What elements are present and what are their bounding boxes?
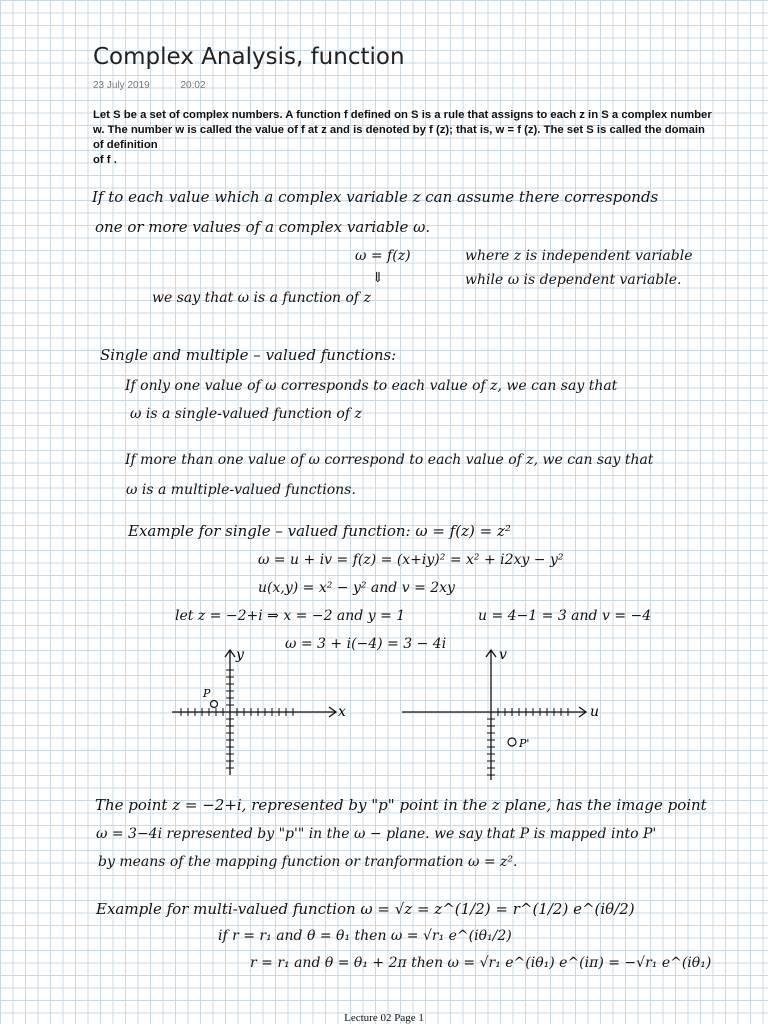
point-p-prime-label: P' (519, 737, 530, 750)
handwritten-formula: let z = −2+i ⇒ x = −2 and y = 1 (175, 608, 406, 624)
u-axis-label: u (590, 704, 600, 720)
handwritten-line: If only one value of ω corresponds to each value of z, we can say that (125, 378, 618, 394)
handwritten-line: we say that ω is a function of z (152, 290, 371, 306)
implies-arrow: ⇓ (372, 270, 384, 286)
handwritten-formula: u(x,y) = x² − y² and v = 2xy (258, 580, 455, 596)
example-heading: Example for single – valued function: ω = f(z) = z² (128, 522, 511, 540)
handwritten-line: If to each value which a complex variable z can assume there corresponds (92, 188, 659, 206)
example-heading: Example for multi-valued function ω = √z = z^(1/2) = r^(1/2) e^(iθ/2) (96, 900, 635, 918)
handwritten-formula: if r = r₁ and θ = θ₁ then ω = √r₁ e^(iθ₁/2) (218, 928, 512, 944)
definition-line: w. The number w is called the value of f at z and is denoted by f (z); that is, w = f (z). The set S is called the domain (93, 124, 705, 136)
y-axis-label: y (236, 647, 244, 663)
graphs-area (0, 645, 768, 785)
definition-paragraph (93, 108, 748, 168)
handwritten-line: ω = 3−4i represented by "p'" in the ω − plane. we say that P is mapped into P' (96, 826, 657, 842)
handwritten-formula: ω = u + iv = f(z) = (x+iy)² = x² + i2xy − y² (258, 552, 564, 568)
note-time: 20:02 (180, 80, 206, 91)
handwritten-line: ω is a single-valued function of z (130, 406, 362, 422)
handwritten-formula: u = 4−1 = 3 and v = −4 (478, 608, 652, 624)
note-date: 23 July 2019 (93, 80, 150, 91)
section-heading: Single and multiple – valued functions: (100, 346, 397, 364)
handwritten-line: ω is a multiple-valued functions. (126, 482, 356, 498)
handwritten-formula: ω = f(z) (355, 248, 411, 264)
handwritten-line: If more than one value of ω correspond to each value of z, we can say that (125, 452, 654, 468)
handwritten-line: one or more values of a complex variable ω. (95, 218, 431, 236)
z-plane-graph (172, 647, 346, 775)
note-metadata (93, 80, 234, 91)
v-axis-label: v (499, 647, 507, 663)
handwritten-line: where z is independent variable (465, 248, 693, 264)
point-p-label: P (203, 687, 211, 700)
page-title: Complex Analysis, function (93, 44, 405, 70)
x-axis-label: x (338, 704, 346, 720)
page-footer: Lecture 02 Page 1 (344, 1012, 424, 1024)
definition-line: of definition (93, 139, 158, 151)
definition-line: Let S be a set of complex numbers. A function f defined on S is a rule that assigns to each z in S a complex number (93, 109, 712, 121)
handwritten-line: The point z = −2+i, represented by "p" point in the z plane, has the image point (95, 796, 707, 814)
handwritten-line: while ω is dependent variable. (465, 272, 682, 288)
handwritten-line: by means of the mapping function or tranformation ω = z². (98, 854, 518, 870)
handwritten-formula: r = r₁ and θ = θ₁ + 2π then ω = √r₁ e^(iθ₁) e^(iπ) = −√r₁ e^(iθ₁) (250, 955, 712, 971)
w-plane-graph (402, 647, 599, 780)
definition-line: of f . (93, 154, 117, 166)
handwritten-formula: ω = 3 + i(−4) = 3 − 4i (285, 636, 447, 652)
